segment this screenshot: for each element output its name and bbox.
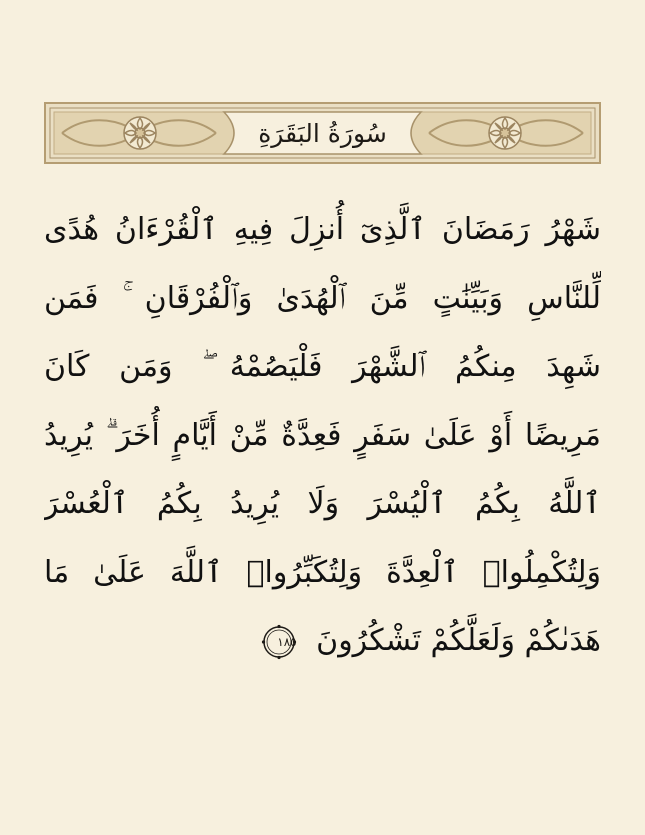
verse-line-2: لِّلنَّاسِ وَبَيِّنَٰتٍ مِّنَ ٱلْهُدَىٰ وَٱلْفُرْقَانِ ۚ فَمَن xyxy=(44,280,601,316)
verse-line-5: ٱللَّهُ بِكُمُ ٱلْيُسْرَ وَلَا يُرِيدُ بِكُمُ ٱلْعُسْرَ xyxy=(44,486,601,521)
verse-line-7-text: هَدَىٰكُمْ وَلَعَلَّكُمْ تَشْكُرُونَ xyxy=(316,623,601,658)
verse-line-7 xyxy=(44,607,601,676)
surah-header-banner xyxy=(44,102,601,164)
ayah-number: ١٨٥ xyxy=(277,634,297,649)
verse-line-6: وَلِتُكْمِلُوا۟ ٱلْعِدَّةَ وَلِتُكَبِّرُوا۟ ٱللَّهَ عَلَىٰ مَا xyxy=(44,554,601,590)
ayah-end-marker-icon xyxy=(261,624,297,660)
surah-title: سُورَةُ البَقَرَةِ xyxy=(258,118,387,148)
verse-text-block xyxy=(44,196,601,676)
verse-line-4: مَرِيضًا أَوْ عَلَىٰ سَفَرٍ فَعِدَّةٌ مِّنْ أَيَّامٍ أُخَرَ ۗ يُرِيدُ xyxy=(44,417,601,453)
verse-line-3: شَهِدَ مِنكُمُ ٱلشَّهْرَ فَلْيَصُمْهُ ۖ وَمَن كَانَ xyxy=(44,349,601,384)
verse-line-1: شَهْرُ رَمَضَانَ ٱلَّذِىٓ أُنزِلَ فِيهِ ٱلْقُرْءَانُ هُدًى xyxy=(44,212,601,247)
